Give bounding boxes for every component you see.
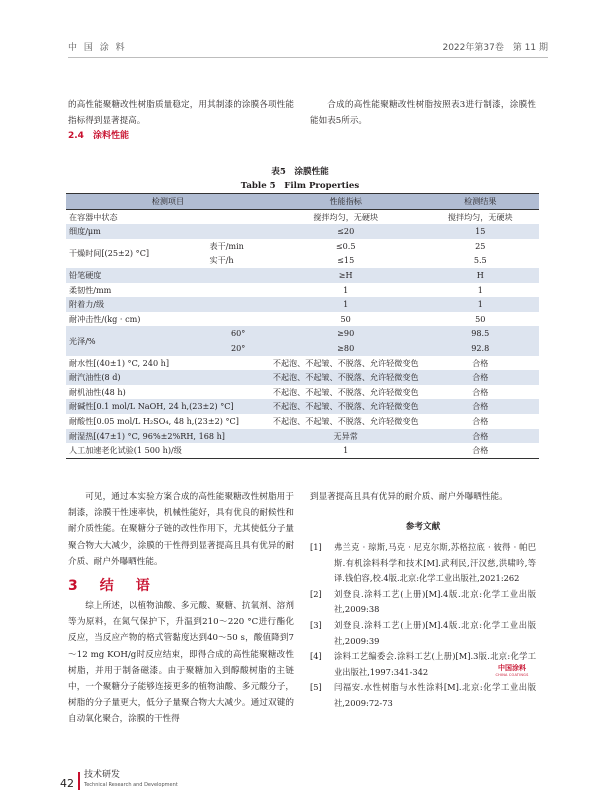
journal-logo: 中国涂料 CHINA COATINGS [495,664,529,677]
conclusion-paragraph-1: 可见，通过本实验方案合成的高性能聚糖改性树脂用于制漆，涂膜干性速率快，机械性能好，具有优良的耐候性和耐介质性能。在聚糖分子链的改性作用下，尤其使低分子量聚合物大大减少，涂膜的干性得到显著提高且具有优异的耐介质、耐户外曝晒性能。 [68,492,294,567]
conclusion-paragraph-2: 综上所述，以植物油酸、多元酸、聚糖、抗氧剂、溶剂等为原料，在氮气保护下，升温到210～220 °C进行酯化反应，当反应产物的格式管黏度达到40～50 s，酸值降到7～12 mg KOH/g时反应结束，即得合成的高性能聚糖改性树脂，并用于制备磁漆。由于聚糖加入到醇酸树脂的主链中，一个聚糖分子能够连接更多的植物油酸、多元酸分子，树脂的分子量更大，低分子量聚合物大大减少。通过双键的自动氧化聚合，涂膜的干性得 [68,601,294,725]
table-row: 铅笔硬度 ≥H H [66,268,539,283]
reference-item: [3] 刘登良.涂料工艺(上册)[M].4版.北京:化学工业出版社,2009:39 [310,619,536,646]
table-row: 耐冲击性/(kg · cm) 50 50 [69,313,486,324]
table-row: 柔韧性/mm 1 1 [69,284,483,295]
section-heading-2-4: 2.4 涂料性能 [68,131,129,141]
table-row: 耐水性[(40±1) °C, 240 h] 不起泡、不起皱、不脱落、允许轻微变色 合格 [69,357,489,368]
reference-item: [1] 弗兰克 · 琼斯,马克 · 尼克尔斯,苏格拉底 · 彼得 · 帕巴斯.有机涂料科学和技术[M].武利民,汗汉慈,洪啸吟,等译.钱伯容,校.4版.北京:化学工业出版社,2021:262 [310,542,536,584]
table-row: 干燥时间[(25±2) °C] 表干/min ≤0.5 25 [69,240,486,259]
film-properties-table [66,193,539,459]
journal-name: 中 国 涂 料 [68,43,127,53]
page-number: 42 [60,777,74,790]
table-row: 光泽/% 60° ≥90 98.5 [66,326,539,341]
reference-item: [4] 涂料工艺编委会.涂料工艺(上册)[M].3版.北京:化学工业出版社,1997:341-342 [310,651,536,677]
table-row: 实干/h ≤15 5.5 [209,255,487,266]
header-result: 检测结果 [422,194,539,210]
header-item: 检测项目 [66,194,270,210]
table-row: 在容器中状态 搅拌均匀，无硬块 搅拌均匀，无硬块 [69,211,513,222]
table-header-row [66,194,539,210]
table-row: 附着力/级 1 1 [66,297,539,312]
top-left-paragraph: 的高性能聚糖改性树脂质量稳定，用其制漆的涂膜各项性能指标得到显著提高。 [68,100,294,127]
table-caption-cn: 表5 涂膜性能 [271,167,329,177]
top-right-paragraph: 合成的高性能聚糖改性树脂按照表3进行制漆，涂膜性能如表5所示。 [310,100,536,127]
table-row: 耐酸性[0.05 mol/L H₂SO₄, 48 h,(23±2) °C] 不起泡、不起皱、不脱落、允许轻微变色 合格 [69,415,489,426]
references-title: 参考文献 [405,522,441,532]
table-row: 耐汽油性(8 d) 不起泡、不起皱、不脱落、允许轻微变色 合格 [66,370,539,385]
right-continued-paragraph: 到显著提高且具有优异的耐介质、耐户外曝晒性能。 [310,492,508,502]
page-footer [60,770,178,790]
table-row: 20° ≥80 92.8 [66,341,539,356]
footer-divider [78,772,80,790]
table-row: 耐湿热[(47±1) °C, 96%±2%RH, 168 h] 无异常 合格 [66,429,539,444]
reference-item: [2] 刘登良.涂料工艺(上册)[M].4版.北京:化学工业出版社,2009:38 [310,588,536,615]
table-row: 耐碱性[0.1 mol/L NaOH, 24 h,(23±2) °C] 不起泡、不起皱、不脱落、允许轻微变色 合格 [66,399,539,414]
header-spec: 性能指标 [270,194,422,210]
table-caption-en: Table 5 Film Properties [240,181,360,191]
running-head [68,40,548,58]
table-row: 细度/μm ≤20 15 [66,224,539,239]
references-list [310,540,536,712]
section-heading-3: 3 结 语 [68,578,154,594]
reference-item: [5] 闫福安.水性树脂与水性涂料[M].北京:化学工业出版社,2009:72-73 [310,682,536,708]
table-row: 耐机油性(48 h) 不起泡、不起皱、不脱落、允许轻微变色 合格 [69,386,489,397]
issue-info: 2022年第37卷 第 11 期 [442,43,548,53]
footer-section: 技术研发 Technical Research and Development [84,770,178,788]
table-row: 人工加速老化试验(1 500 h)/级 1 合格 [66,443,539,458]
